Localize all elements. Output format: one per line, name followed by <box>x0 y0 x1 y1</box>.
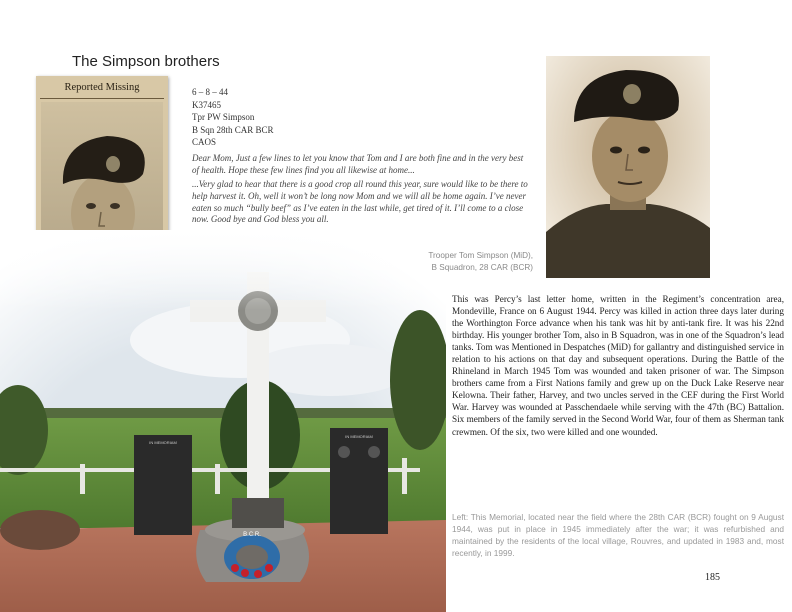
clipping-divider <box>40 98 164 99</box>
letter-service-number: K37465 <box>192 99 221 110</box>
memorial-photo <box>0 230 446 612</box>
right-plaque-title: IN MEMORIAM <box>345 434 373 439</box>
left-plaque-title: IN MEMORIAM <box>149 440 177 445</box>
clipping-heading: Reported Missing <box>64 82 140 93</box>
letter-sender: Tpr PW Simpson <box>192 112 255 123</box>
portrait-caption <box>380 250 533 273</box>
letter-header <box>192 86 274 149</box>
portrait-caption-line: B Squadron, 28 CAR (BCR) <box>431 262 533 272</box>
wreath-text: B.C.R. <box>243 532 261 538</box>
letter-address: CAOS <box>192 137 217 148</box>
tom-simpson-portrait <box>546 56 710 278</box>
page-number: 185 <box>705 572 720 583</box>
letter-date: 6 – 8 – 44 <box>192 87 228 97</box>
body-text: This was Percy’s last letter home, written in the Regiment’s concentration area, Mondeville, France on 6 August 1944. Percy was killed in action three days later during the Worthington Force advance when his tank was hit by anti-tank fire. It was his 22nd birthday. His younger brother Tom, also in B Squadron, was in one of the Squadron’s lead tanks. Tom was Mentioned in Despatches (MiD) for gallantry and distinguished service in relation to his actions on that day and subsequent operations. During the Battle of the Rhineland in March 1945 Tom was wounded and taken prisoner of war. The Simpson brothers came from a First Nations family and grew up on the Duck Lake Reserve near Kelowna. Their father, Harvey, and two uncles served in the CEF during the First World War. Harvey was wounded at Passchendaele while serving with the 47th (BC) Battalion. Six members of the family served in the Second World War, four of them as Sherman tank crewmen. Of the six, two were killed and one wounded. <box>452 294 784 437</box>
letter-paragraph: Dear Mom, Just a few lines to let you know that Tom and I are both fine and in the very best of health. Hope these few lines find you all likewise at home... <box>192 153 524 175</box>
portrait-caption-line: Trooper Tom Simpson (MiD), <box>428 251 533 260</box>
letter-paragraph: ...Very glad to hear that there is a good crop all round this year, sure would like to be there to help harvest it. Oh, well it won’t be long now Mom and we will all be home again. I’ve never eaten so much “bully beef” as I’ve eaten in the last while, get tired of it. I’ll come to a close now. Good bye and God bless you all. <box>192 179 528 225</box>
memorial-caption: Left: This Memorial, located near the field where the 28th CAR (BCR) fought on 9 August 1944, was put in place in 1945 immediately after the war; it was refurbished and maintained by the residents of the local village, Rouvres, and updated in 1983 and, most recently, in 1999. <box>452 512 784 558</box>
page-title: The Simpson brothers <box>72 53 220 70</box>
letter-unit: B Sqn 28th CAR BCR <box>192 124 274 135</box>
